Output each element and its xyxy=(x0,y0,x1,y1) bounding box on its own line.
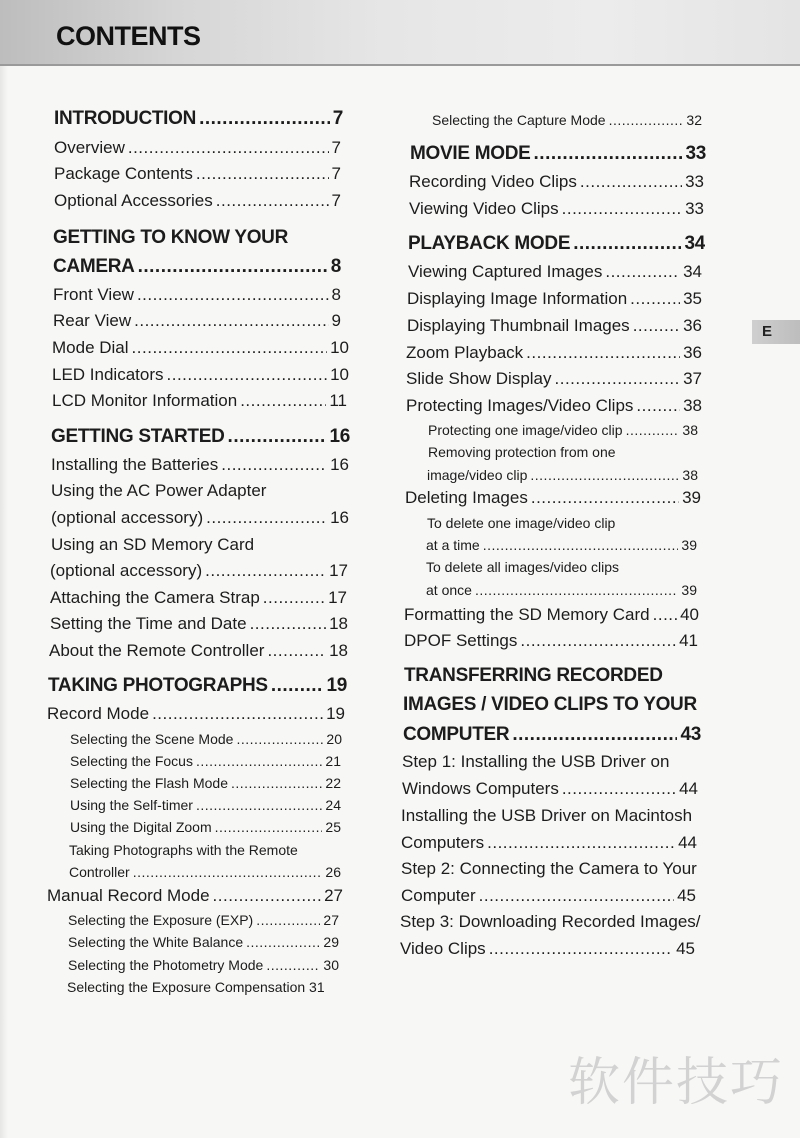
toc-entry[interactable] xyxy=(47,704,345,724)
toc-entry-label: Rear View xyxy=(53,311,132,330)
toc-entry[interactable] xyxy=(50,614,348,634)
toc-entry[interactable] xyxy=(402,752,669,772)
toc-page-number: 18 xyxy=(329,614,348,633)
toc-entry[interactable] xyxy=(53,285,341,305)
toc-entry[interactable] xyxy=(49,641,348,661)
toc-page-number: 40 xyxy=(680,605,699,624)
toc-page-number: 45 xyxy=(676,939,695,958)
toc-subentry[interactable] xyxy=(70,819,341,835)
toc-page-number: 45 xyxy=(677,886,696,905)
toc-leader-dots xyxy=(199,108,330,130)
toc-leader-dots xyxy=(633,316,680,336)
toc-entry-label: Removing protection from one xyxy=(428,444,616,460)
toc-entry-label: Selecting the Flash Mode xyxy=(70,775,228,791)
toc-entry-label: LCD Monitor Information xyxy=(52,391,238,410)
toc-entry-label: Windows Computers xyxy=(402,779,559,798)
toc-leader-dots xyxy=(205,561,326,581)
toc-page-number: 43 xyxy=(680,724,701,745)
toc-page-number: 22 xyxy=(325,775,341,791)
toc-entry[interactable] xyxy=(54,191,341,211)
toc-entry-label: Step 2: Connecting the Camera to Your xyxy=(401,859,697,878)
toc-leader-dots xyxy=(605,262,680,282)
toc-entry-label: Package Contents xyxy=(54,164,193,183)
toc-leader-dots xyxy=(267,641,326,661)
toc-page-number: 7 xyxy=(331,164,341,183)
toc-leader-dots xyxy=(128,138,329,158)
toc-entry-label: Zoom Playback xyxy=(406,343,524,362)
toc-entry-label: Selecting the Exposure Compensation 31 xyxy=(67,979,325,995)
toc-leader-dots xyxy=(196,753,322,769)
toc-entry-label: TAKING PHOTOGRAPHS xyxy=(48,675,268,696)
toc-section-heading[interactable] xyxy=(53,227,288,249)
toc-page-number: 17 xyxy=(329,561,348,580)
toc-page-number: 44 xyxy=(678,833,697,852)
toc-section-heading[interactable] xyxy=(410,143,706,165)
toc-entry-label: Optional Accessories xyxy=(54,191,213,210)
toc-section-heading[interactable] xyxy=(403,724,701,746)
toc-entry-label: Slide Show Display xyxy=(406,369,552,388)
toc-page-number: 38 xyxy=(683,396,702,415)
toc-entry-label: Displaying Thumbnail Images xyxy=(407,316,630,335)
toc-leader-dots xyxy=(526,343,680,363)
toc-entry-label: Using the AC Power Adapter xyxy=(51,481,267,500)
toc-subentry[interactable] xyxy=(68,912,339,928)
toc-entry-label: Front View xyxy=(53,285,134,304)
toc-page-number: 33 xyxy=(685,199,704,218)
toc-entry-label: To delete one image/video clip xyxy=(427,515,616,531)
toc-entry-label: Record Mode xyxy=(47,704,150,723)
toc-subentry[interactable] xyxy=(428,422,698,438)
toc-entry[interactable] xyxy=(51,535,254,555)
toc-entry-label: Computers xyxy=(401,833,485,852)
toc-entry[interactable] xyxy=(52,365,349,385)
toc-entry[interactable] xyxy=(406,343,702,363)
toc-page-number: 34 xyxy=(683,262,702,281)
toc-subentry[interactable] xyxy=(68,957,339,973)
toc-entry-label: Step 3: Downloading Recorded Images/ xyxy=(400,912,701,931)
toc-section-heading[interactable] xyxy=(54,108,343,130)
toc-entry-label: Setting the Time and Date xyxy=(50,614,247,633)
toc-leader-dots xyxy=(520,631,676,651)
toc-entry[interactable] xyxy=(404,631,698,651)
toc-page-number: 20 xyxy=(326,731,342,747)
toc-entry[interactable] xyxy=(54,164,341,184)
toc-entry-label: Protecting one image/video clip xyxy=(428,422,623,438)
language-tab xyxy=(752,320,800,344)
toc-page-number: 11 xyxy=(329,391,347,410)
toc-entry-label: Selecting the Photometry Mode xyxy=(68,957,264,973)
toc-leader-dots xyxy=(534,143,683,165)
toc-entry-label: Selecting the Scene Mode xyxy=(70,731,234,747)
toc-entry-label: Protecting Images/Video Clips xyxy=(406,396,634,415)
toc-subentry[interactable] xyxy=(427,515,615,531)
toc-page-number: 38 xyxy=(682,422,698,438)
toc-leader-dots xyxy=(475,582,678,598)
toc-leader-dots xyxy=(196,164,329,184)
toc-leader-dots xyxy=(215,819,323,835)
toc-leader-dots xyxy=(231,775,322,791)
toc-subentry[interactable] xyxy=(426,537,697,553)
toc-page-number: 32 xyxy=(686,112,702,128)
watermark-text: 软件技巧 xyxy=(568,1053,785,1113)
toc-leader-dots xyxy=(271,675,324,697)
toc-leader-dots xyxy=(196,797,322,813)
toc-leader-dots xyxy=(228,426,327,448)
toc-entry-label: Deleting Images xyxy=(405,488,528,507)
page-title: CONTENTS xyxy=(56,21,201,51)
toc-entry-label: PLAYBACK MODE xyxy=(408,233,571,254)
toc-subentry[interactable] xyxy=(68,934,339,950)
toc-entry-label: Overview xyxy=(54,138,125,157)
toc-leader-dots xyxy=(134,311,328,331)
toc-entry-label: (optional accessory) xyxy=(50,561,203,580)
toc-page-number: 19 xyxy=(326,675,347,696)
toc-entry-label: image/video clip xyxy=(427,467,528,483)
toc-entry[interactable] xyxy=(51,508,349,528)
toc-entry[interactable] xyxy=(53,311,341,331)
toc-entry[interactable] xyxy=(409,199,704,219)
toc-entry[interactable] xyxy=(401,806,692,826)
toc-entry[interactable] xyxy=(409,172,704,192)
toc-page-number: 39 xyxy=(681,537,697,553)
toc-leader-dots xyxy=(137,285,329,305)
toc-page-number: 27 xyxy=(323,912,339,928)
toc-entry[interactable] xyxy=(54,138,341,158)
toc-section-heading[interactable] xyxy=(53,256,341,278)
toc-entry-label: GETTING TO KNOW YOUR xyxy=(53,227,289,248)
toc-entry-label: MOVIE MODE xyxy=(410,143,531,164)
toc-page-number: 33 xyxy=(685,143,706,164)
toc-subentry[interactable] xyxy=(69,864,341,880)
toc-entry-label: Selecting the White Balance xyxy=(68,934,244,950)
toc-entry-label: Taking Photographs with the Remote xyxy=(69,842,298,858)
toc-leader-dots xyxy=(489,939,673,959)
toc-entry-label: Attaching the Camera Strap xyxy=(50,588,260,607)
toc-page-number: 7 xyxy=(331,191,341,210)
toc-leader-dots xyxy=(206,508,327,528)
toc-page-number: 21 xyxy=(325,753,341,769)
toc-page-number: 10 xyxy=(330,365,349,384)
toc-entry[interactable] xyxy=(405,488,701,508)
toc-leader-dots xyxy=(512,724,677,746)
toc-entry-label: TRANSFERRING RECORDED xyxy=(404,665,663,686)
toc-page-number: 24 xyxy=(325,797,341,813)
toc-page-number: 17 xyxy=(328,588,347,607)
toc-entry-label: Viewing Captured Images xyxy=(408,262,603,281)
toc-page-number: 34 xyxy=(684,233,705,254)
toc-leader-dots xyxy=(246,934,320,950)
toc-leader-dots xyxy=(216,191,329,211)
page-edge-shadow xyxy=(0,66,8,1138)
language-tab-label: E xyxy=(762,323,773,340)
toc-page-number: 36 xyxy=(683,343,702,362)
toc-page-number: 41 xyxy=(679,631,698,650)
toc-entry-label: Using an SD Memory Card xyxy=(51,535,255,554)
toc-entry-label: at once xyxy=(426,582,472,598)
toc-leader-dots xyxy=(555,369,681,389)
toc-entry-label: Selecting the Exposure (EXP) xyxy=(68,912,254,928)
toc-page-number: 7 xyxy=(332,108,343,129)
toc-section-heading[interactable] xyxy=(48,675,347,697)
toc-page-number: 16 xyxy=(330,508,349,527)
toc-leader-dots xyxy=(240,391,326,411)
toc-entry-label: CAMERA xyxy=(53,256,135,277)
toc-leader-dots xyxy=(531,488,679,508)
toc-entry-label: (optional accessory) xyxy=(51,508,204,527)
toc-entry-label: Formatting the SD Memory Card xyxy=(404,605,650,624)
toc-subentry[interactable] xyxy=(67,979,325,995)
toc-leader-dots xyxy=(530,467,679,483)
toc-page-number: 27 xyxy=(324,886,343,905)
toc-page-number: 26 xyxy=(325,864,341,880)
toc-leader-dots xyxy=(133,864,323,880)
toc-leader-dots xyxy=(573,233,681,255)
toc-leader-dots xyxy=(487,833,675,853)
toc-page-number: 19 xyxy=(326,704,345,723)
toc-leader-dots xyxy=(263,588,325,608)
toc-leader-dots xyxy=(562,199,682,219)
toc-subentry[interactable] xyxy=(428,444,616,460)
toc-entry-label: Computer xyxy=(401,886,476,905)
toc-page-number: 35 xyxy=(683,289,702,308)
toc-section-heading[interactable] xyxy=(404,665,663,687)
toc-entry[interactable] xyxy=(400,939,695,959)
toc-entry-label: Video Clips xyxy=(400,939,486,958)
toc-leader-dots xyxy=(256,912,320,928)
toc-entry-label: To delete all images/video clips xyxy=(426,559,619,575)
toc-page-number: 38 xyxy=(682,467,698,483)
toc-entry[interactable] xyxy=(50,588,347,608)
toc-leader-dots xyxy=(266,957,320,973)
toc-page-number: 8 xyxy=(330,256,341,277)
toc-section-heading[interactable] xyxy=(51,426,350,448)
toc-entry-label: Recording Video Clips xyxy=(409,172,577,191)
toc-page-number: 16 xyxy=(330,455,349,474)
toc-leader-dots xyxy=(479,886,674,906)
toc-leader-dots xyxy=(609,112,684,128)
toc-entry-label: Manual Record Mode xyxy=(47,886,210,905)
toc-entry[interactable] xyxy=(401,833,697,853)
toc-leader-dots xyxy=(132,338,328,358)
toc-leader-dots xyxy=(236,731,323,747)
toc-entry-label: Selecting the Focus xyxy=(70,753,193,769)
toc-entry[interactable] xyxy=(407,289,702,309)
toc-entry-label: Installing the USB Driver on Macintosh xyxy=(401,806,693,825)
toc-entry[interactable] xyxy=(402,779,698,799)
toc-entry[interactable] xyxy=(50,561,348,581)
toc-page-number: 33 xyxy=(685,172,704,191)
toc-entry-label: Viewing Video Clips xyxy=(409,199,559,218)
toc-page-number: 29 xyxy=(323,934,339,950)
toc-leader-dots xyxy=(483,537,679,553)
toc-leader-dots xyxy=(138,256,328,278)
toc-page-number: 7 xyxy=(331,138,341,157)
toc-leader-dots xyxy=(580,172,682,192)
toc-entry-label: COMPUTER xyxy=(403,724,510,745)
toc-entry[interactable] xyxy=(401,886,696,906)
toc-section-heading[interactable] xyxy=(408,233,705,255)
toc-page-number: 39 xyxy=(682,488,701,507)
toc-leader-dots xyxy=(626,422,680,438)
toc-entry-label: About the Remote Controller xyxy=(49,641,265,660)
toc-page-number: 10 xyxy=(330,338,349,357)
toc-leader-dots xyxy=(636,396,680,416)
toc-page-number: 9 xyxy=(331,311,341,330)
toc-leader-dots xyxy=(250,614,327,634)
toc-subentry[interactable] xyxy=(70,753,341,769)
toc-subentry[interactable] xyxy=(426,582,697,598)
toc-subentry[interactable] xyxy=(432,112,702,128)
toc-entry[interactable] xyxy=(401,859,697,879)
toc-entry-label: Using the Digital Zoom xyxy=(70,819,212,835)
toc-entry[interactable] xyxy=(408,262,702,282)
toc-page-number: 39 xyxy=(681,582,697,598)
toc-page-number: 16 xyxy=(329,426,350,447)
toc-entry-label: DPOF Settings xyxy=(404,631,518,650)
header-bar xyxy=(0,0,800,66)
toc-page-number: 18 xyxy=(329,641,348,660)
toc-entry-label: GETTING STARTED xyxy=(51,426,225,447)
toc-subentry[interactable] xyxy=(70,775,341,791)
toc-leader-dots xyxy=(152,704,323,724)
toc-entry[interactable] xyxy=(52,391,347,411)
toc-leader-dots xyxy=(221,455,327,475)
toc-entry-label: Step 1: Installing the USB Driver on xyxy=(402,752,670,771)
toc-entry-label: Displaying Image Information xyxy=(407,289,628,308)
toc-page-number: 8 xyxy=(331,285,341,304)
toc-entry-label: at a time xyxy=(426,537,480,553)
toc-leader-dots xyxy=(213,886,322,906)
toc-leader-dots xyxy=(653,605,677,625)
toc-entry-label: Using the Self-timer xyxy=(70,797,193,813)
toc-entry[interactable] xyxy=(407,316,702,336)
toc-subentry[interactable] xyxy=(69,842,298,858)
toc-section-heading[interactable] xyxy=(403,694,697,716)
toc-entry[interactable] xyxy=(404,605,699,625)
toc-subentry[interactable] xyxy=(70,731,342,747)
toc-subentry[interactable] xyxy=(426,559,619,575)
toc-entry-label: LED Indicators xyxy=(52,365,164,384)
toc-subentry[interactable] xyxy=(70,797,341,813)
toc-entry[interactable] xyxy=(406,369,702,389)
toc-entry-label: Selecting the Capture Mode xyxy=(432,112,606,128)
toc-entry-label: Installing the Batteries xyxy=(51,455,219,474)
toc-entry-label: Mode Dial xyxy=(52,338,129,357)
toc-page-number: 25 xyxy=(325,819,341,835)
toc-entry[interactable] xyxy=(400,912,701,932)
toc-entry[interactable] xyxy=(47,886,343,906)
toc-page-number: 30 xyxy=(323,957,339,973)
toc-page-number: 36 xyxy=(683,316,702,335)
toc-subentry[interactable] xyxy=(427,467,698,483)
toc-entry[interactable] xyxy=(51,481,266,501)
toc-leader-dots xyxy=(630,289,680,309)
toc-leader-dots xyxy=(562,779,676,799)
toc-entry[interactable] xyxy=(52,338,349,358)
toc-entry-label: Controller xyxy=(69,864,130,880)
toc-page-number: 37 xyxy=(683,369,702,388)
toc-entry[interactable] xyxy=(406,396,702,416)
toc-entry[interactable] xyxy=(51,455,349,475)
toc-entry-label: INTRODUCTION xyxy=(54,108,197,129)
toc-entry-label: IMAGES / VIDEO CLIPS TO YOUR xyxy=(403,694,697,715)
toc-page-number: 44 xyxy=(679,779,698,798)
toc-leader-dots xyxy=(167,365,328,385)
